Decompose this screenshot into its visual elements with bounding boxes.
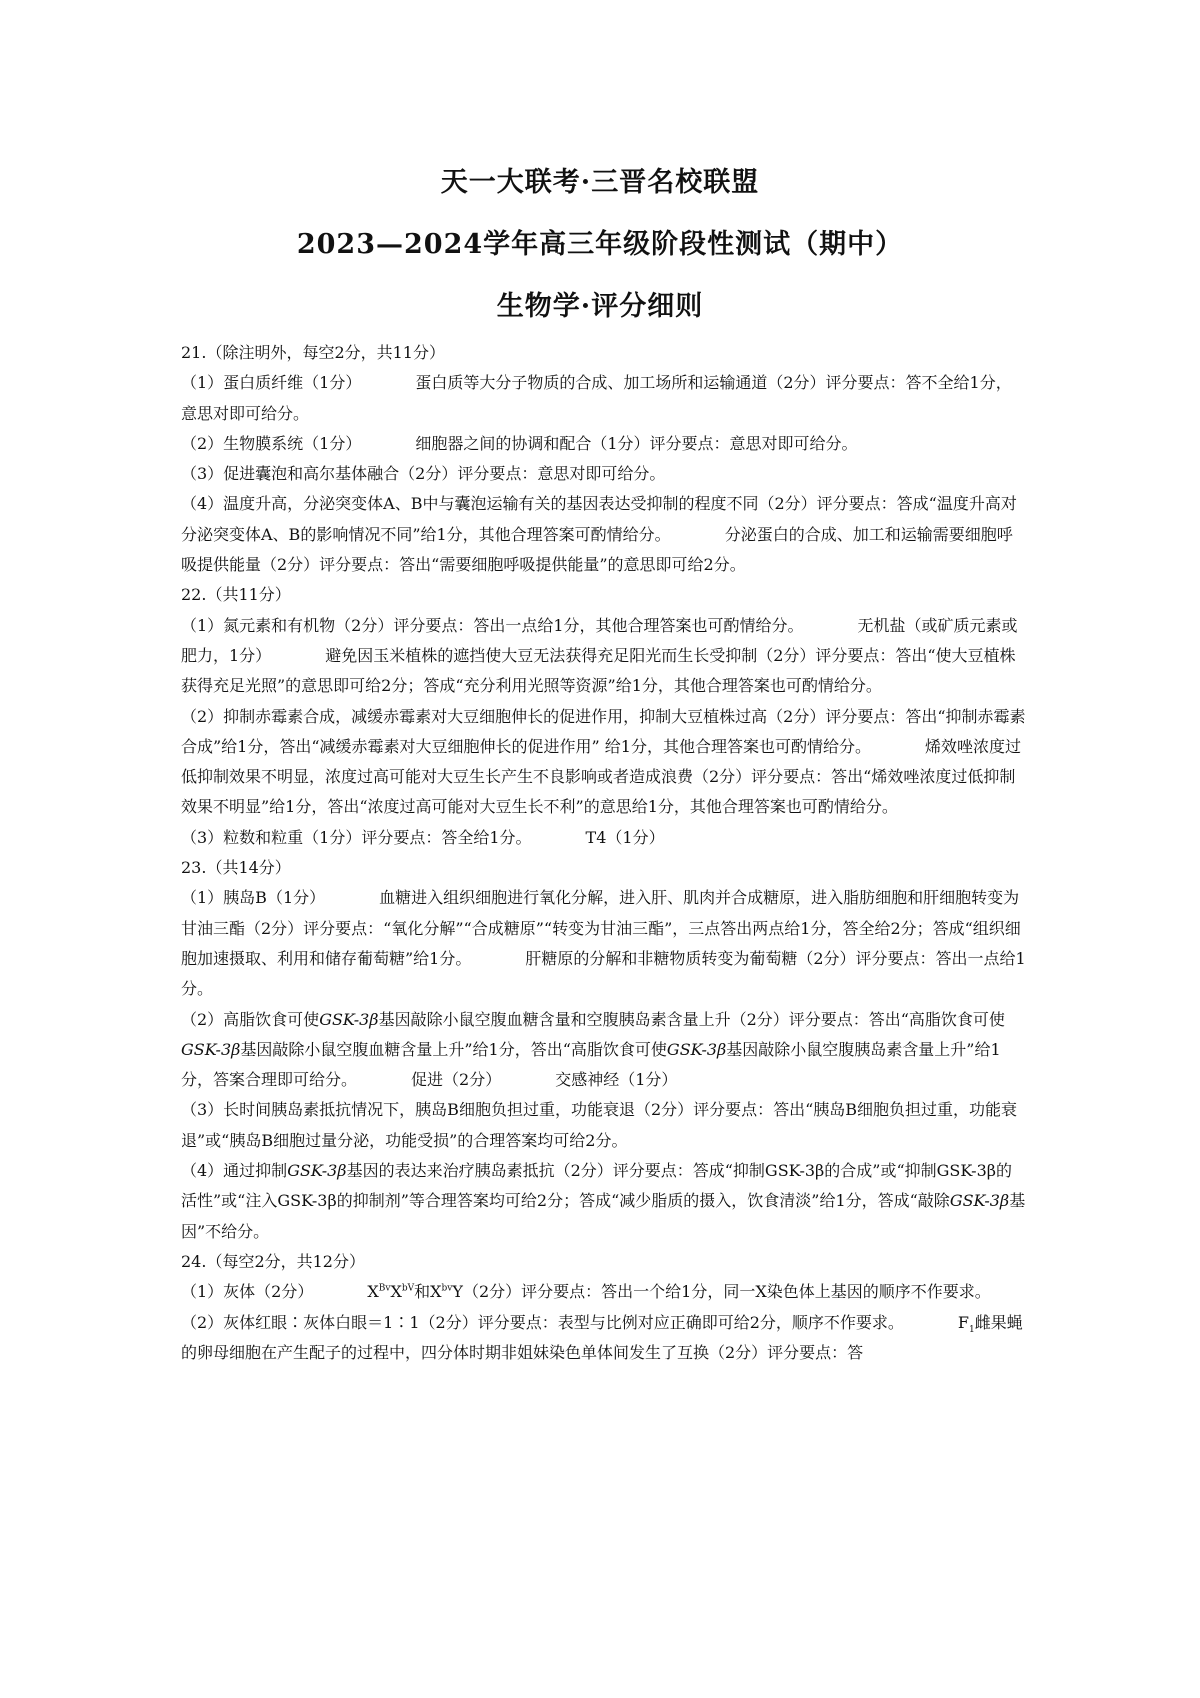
q22-part1-answer3: 避免因玉米植株的遮挡使大豆无法获得充足阳光而生长受抑制（2分）评分要点：答出“使大豆植株获得充足光照”的意思即可给2分；答成“充分利用光照等资源”给1分，其他合理答案也可酌情给分。	[181, 645, 1016, 696]
generation-f: F	[957, 1312, 970, 1332]
page-subject: 生物学·评分细则	[496, 291, 704, 322]
q23-part4	[181, 1156, 1027, 1247]
q21-part1-answer: （1）蛋白质纤维（1分）	[181, 373, 362, 393]
q23-part3: （3）长时间胰岛素抵抗情况下，胰岛B细胞负担过重，功能衰退（2分）评分要点：答出“胰岛B细胞负担过重，功能衰退”或“胰岛B细胞过量分泌，功能受损”的合理答案均可给2分。	[181, 1100, 1018, 1150]
allele-superscript: Bv	[378, 1283, 391, 1294]
q21-part4-answer2: 分泌蛋白的合成、加工和运输需要细胞呼吸提供能量（2分）评分要点：答出“需要细胞呼吸提供能量”的意思即可给2分。	[181, 524, 1013, 575]
q21-part4	[181, 489, 1027, 580]
q21-part1	[181, 368, 1027, 429]
gene-name: GSK-3β	[287, 1161, 347, 1181]
q21-part3: （3）促进囊泡和高尔基体融合（2分）评分要点：意思对即可给分。	[181, 464, 666, 484]
q21-part1-answer2: 蛋白质等大分子物质的合成、加工场所和运输通道（2分）评分要点：答不全给1分，意思对即可给分。	[181, 373, 1012, 423]
q22-part2	[181, 702, 1027, 823]
q23-part2-text-b: 基因敲除小鼠空腹血糖含量和空腹胰岛素含量上升（2分）评分要点：答出“高脂饮食可使	[378, 1009, 1005, 1029]
q21-part2-answer: （2）生物膜系统（1分）	[181, 433, 362, 453]
q23-heading: 23.（共14分）	[181, 858, 291, 878]
q23-part2-answer2: 促进（2分）	[411, 1070, 502, 1090]
q22-part1-answer: （1）氮元素和有机物（2分）评分要点：答出一点给1分，其他合理答案也可酌情给分。	[181, 615, 804, 635]
q22-part1	[181, 611, 1027, 702]
q23-part2-text-d: 基因敲除小鼠空腹胰岛素含量上升”给1分，答案合理即可给分。	[181, 1039, 1001, 1090]
q22-part3	[181, 823, 1027, 853]
answer-content	[181, 338, 1027, 1368]
q21-part4-answer: （4）温度升高，分泌突变体A、B中与囊泡运输有关的基因表达受抑制的程度不同（2分）评分要点：答成“温度升高对分泌突变体A、B的影响情况不同”给1分，其他合理答案可酌情给分。	[181, 494, 1017, 544]
chromosome-x: X	[367, 1282, 379, 1302]
page-title: 天一大联考·三晋名校联盟	[440, 167, 760, 198]
q24-heading: 24.（每空2分，共12分）	[181, 1251, 365, 1271]
q22-part3-answer: （3）粒数和粒重（1分）评分要点：答全给1分。	[181, 827, 532, 847]
q23-part1-answer2: 血糖进入组织细胞进行氧化分解，进入肝、肌肉并合成糖原，进入脂肪细胞和肝细胞转变为甘油三酯（2分）评分要点：“氧化分解”“合成糖原”“转变为甘油三酯”，三点答出两点给1分，答全给2分；答成“组织细胞加速摄取、利用和储存葡萄糖”给1分。	[181, 888, 1021, 968]
q23-part4-text-a: （4）通过抑制	[181, 1161, 288, 1181]
gene-name: GSK-3β	[319, 1009, 379, 1029]
gene-name: GSK-3β	[666, 1039, 727, 1059]
q24-part2-answer: （2）灰体红眼∶灰体白眼＝1∶1（2分）评分要点：表型与比例对应正确即可给2分，顺序不作要求。	[181, 1312, 904, 1332]
q24-part1-answer2: Y（2分）评分要点：答出一个给1分，同一X染色体上基因的顺序不作要求。	[452, 1282, 991, 1302]
q23-part1-answer: （1）胰岛B（1分）	[181, 888, 326, 908]
q22-part2-answer2: 烯效唑浓度过低抑制效果不明显，浓度过高可能对大豆生长产生不良影响或者造成浪费（2分）评分要点：答出“烯效唑浓度过低抑制效果不明显”给1分，答出“浓度过高可能对大豆生长不利”的意思给1分，其他合理答案也可酌情给分。	[181, 736, 1022, 817]
q23-part2-answer3: 交感神经（1分）	[555, 1070, 678, 1090]
q23-part1	[181, 883, 1027, 1004]
q24-part1-answer: （1）灰体（2分）	[181, 1282, 314, 1302]
q23-part2	[181, 1005, 1027, 1096]
gene-name: GSK-3β	[181, 1039, 241, 1059]
allele-superscript: bv	[441, 1283, 453, 1294]
q23-part4-text-c: 基因”不给分。	[181, 1191, 1026, 1241]
chromosome-x: X	[390, 1282, 402, 1302]
gene-name: GSK-3β	[949, 1191, 1010, 1211]
q21-heading: 21.（除注明外，每空2分，共11分）	[181, 343, 445, 362]
q22-part3-answer2: T4（1分）	[585, 827, 665, 847]
q23-part2-text-c: 基因敲除小鼠空腹血糖含量上升”给1分，答出“高脂饮食可使	[240, 1039, 667, 1059]
q22-part1-answer2: 无机盐（或矿质元素或肥力，1分）	[181, 615, 1018, 665]
q24-part2	[181, 1308, 1027, 1369]
allele-superscript: bV	[401, 1283, 415, 1294]
q21-part2	[181, 429, 1027, 459]
q22-heading: 22.（共11分）	[181, 585, 291, 605]
page-subtitle: 2023—2024学年高三年级阶段性测试（期中）	[296, 229, 904, 260]
q23-part1-answer3: 肝糖原的分解和非糖物质转变为葡萄糖（2分）评分要点：答出一点给1分。	[181, 948, 1026, 999]
q24-part2-answer2: 雌果蝇的卵母细胞在产生配子的过程中，四分体时期非姐妹染色单体间发生了互换（2分）评分要点：答	[181, 1312, 1023, 1362]
generation-subscript: 1	[969, 1324, 975, 1335]
q24-part1	[181, 1277, 1027, 1307]
q23-part2-text-a: （2）高脂饮食可使	[181, 1009, 320, 1029]
q22-part2-answer: （2）抑制赤霉素合成，减缓赤霉素对大豆细胞伸长的促进作用，抑制大豆植株过高（2分）评分要点：答出“抑制赤霉素合成”给1分，答出“减缓赤霉素对大豆细胞伸长的促进作用” 给1分，其他合理答案也可酌情给分。	[181, 706, 1026, 756]
chromosome-x: X	[430, 1282, 442, 1302]
q21-part2-answer2: 细胞器之间的协调和配合（1分）评分要点：意思对即可给分。	[415, 433, 858, 453]
conjunction: 和	[414, 1282, 431, 1302]
q23-part4-text-b: 基因的表达来治疗胰岛素抵抗（2分）评分要点：答成“抑制GSK-3β的合成”或“抑制GSK-3β的活性”或“注入GSK-3β的抑制剂”等合理答案均可给2分；答成“减少脂质的摄入，饮食清淡”给1分，答成“敲除	[181, 1161, 1013, 1211]
